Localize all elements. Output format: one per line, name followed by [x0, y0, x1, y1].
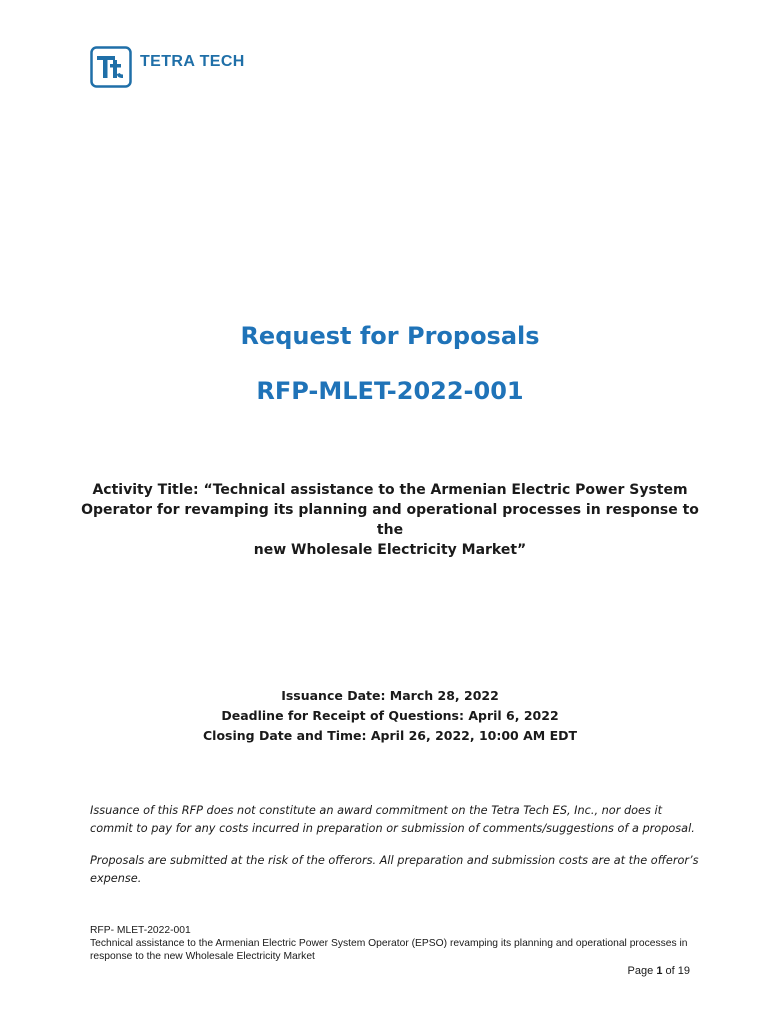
activity-title-line: new Wholesale Electricity Market” — [253, 542, 527, 558]
footer-description: Technical assistance to the Armenian Electric Power System Operator (EPSO) revamping its planning and operational processes in response to the new Wholesale Electricity Market — [90, 938, 688, 962]
issuance-date: Issuance Date: March 28, 2022 — [281, 688, 499, 703]
closing-date: Closing Date and Time: April 26, 2022, 10:00 AM EDT — [202, 728, 578, 743]
cost-disclaimer: Proposals are submitted at the risk of the offerors. All preparation and submission costs are at the offeror’s expense. — [90, 854, 699, 885]
document-title: Request for Proposals — [240, 322, 540, 350]
questions-deadline: Deadline for Receipt of Questions: April 6, 2022 — [221, 708, 559, 723]
page-of-label: of — [665, 965, 675, 977]
page-total: 19 — [677, 965, 690, 977]
page-label: Page — [627, 965, 654, 977]
company-logo — [90, 46, 245, 88]
activity-title — [70, 480, 710, 560]
rfp-number-title: RFP-MLET-2022-001 — [256, 377, 524, 405]
tetra-tech-logo-icon — [90, 46, 132, 88]
company-name: TETRA TECH — [140, 53, 245, 70]
footer-rfp-number: RFP- MLET-2022-001 — [90, 925, 191, 936]
page-number — [628, 965, 690, 977]
award-disclaimer: Issuance of this RFP does not constitute an award commitment on the Tetra Tech ES, Inc., nor does it commit to pay for any costs incurred in preparation or submission of comments/suggestions of a proposal. — [90, 804, 695, 835]
page-footer — [90, 924, 690, 963]
page-current: 1 — [656, 965, 663, 977]
key-dates — [0, 686, 770, 746]
activity-title-line: Operator for revamping its planning and operational processes in response to the — [81, 502, 699, 538]
activity-title-line: Activity Title: “Technical assistance to the Armenian Electric Power System — [92, 482, 688, 498]
